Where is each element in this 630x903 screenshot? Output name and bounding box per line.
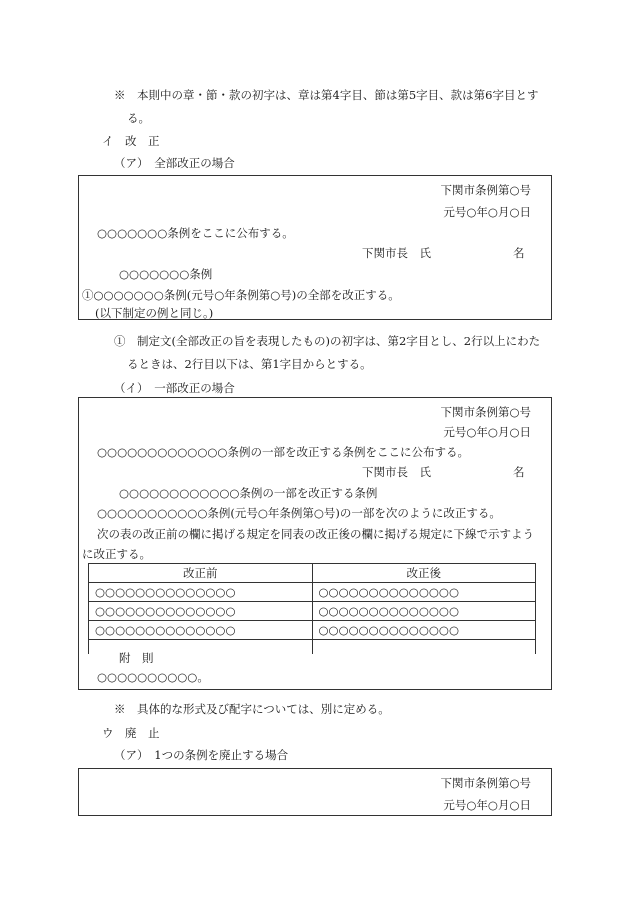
supplementary-heading: 附 則 bbox=[119, 651, 154, 665]
ordinance-date: 元号○年○月○日 bbox=[443, 205, 531, 219]
ordinance-title: ○○○○○○○条例 bbox=[119, 267, 213, 281]
comparison-table bbox=[88, 563, 536, 654]
ordinance-number: 下関市条例第○号 bbox=[440, 183, 531, 197]
subheading-single-repeal: （ア） 1つの条例を廃止する場合 bbox=[114, 748, 289, 762]
note-1-line-2: る。 bbox=[127, 111, 150, 125]
cell-after: ○○○○○○○○○○○○○○ bbox=[312, 621, 536, 640]
partial-revision-example-box bbox=[78, 397, 552, 690]
table-header-row bbox=[89, 564, 536, 583]
section-heading-haishi: ウ 廃 止 bbox=[102, 726, 160, 740]
section-heading-kaisei: イ 改 正 bbox=[102, 134, 160, 148]
ordinance-date: 元号○年○月○日 bbox=[443, 798, 531, 812]
note-2-line-1: ① 制定文(全部改正の旨を表現したもの)の初字は、第2字目とし、2行以上にわた bbox=[114, 334, 541, 348]
instruction-line-1: 次の表の改正前の欄に掲げる規定を同表の改正後の欄に掲げる規定に下線で示すよう bbox=[97, 527, 534, 541]
note-1-line-1: ※ 本則中の章・節・款の初字は、章は第4字目、節は第5字目、款は第6字目とす bbox=[114, 88, 539, 102]
table-row bbox=[89, 583, 536, 602]
subheading-full-revision: （ア） 全部改正の場合 bbox=[114, 156, 235, 170]
instruction-line-2: に改正する。 bbox=[82, 547, 151, 561]
header-after: 改正後 bbox=[312, 564, 536, 583]
remainder-note: (以下制定の例と同じ。) bbox=[95, 306, 214, 320]
mayor-name: 名 bbox=[513, 246, 525, 260]
table-row-empty bbox=[89, 640, 536, 655]
repeal-example-box bbox=[78, 768, 552, 816]
note-3: ※ 具体的な形式及び配字については、別に定める。 bbox=[114, 702, 390, 716]
subheading-partial-revision: （イ） 一部改正の場合 bbox=[114, 381, 235, 395]
table-row bbox=[89, 602, 536, 621]
promulgation-text: ○○○○○○○○○○○○○条例の一部を改正する条例をここに公布する。 bbox=[97, 445, 469, 459]
mayor-name: 名 bbox=[513, 465, 525, 479]
ordinance-number: 下関市条例第○号 bbox=[440, 405, 531, 419]
ordinance-number: 下関市条例第○号 bbox=[440, 776, 531, 790]
table-row bbox=[89, 621, 536, 640]
full-revision-example-box bbox=[78, 175, 552, 320]
supplementary-body: ○○○○○○○○○○。 bbox=[97, 670, 209, 684]
cell-after: ○○○○○○○○○○○○○○ bbox=[312, 602, 536, 621]
revision-body: ①○○○○○○○条例(元号○年条例第○号)の全部を改正する。 bbox=[82, 288, 400, 302]
mayor-label: 下関市長 氏 bbox=[362, 246, 431, 260]
cell-before: ○○○○○○○○○○○○○○ bbox=[89, 602, 313, 621]
cell-before: ○○○○○○○○○○○○○○ bbox=[89, 621, 313, 640]
ordinance-title: ○○○○○○○○○○○○条例の一部を改正する条例 bbox=[119, 486, 378, 500]
cell-before: ○○○○○○○○○○○○○○ bbox=[89, 583, 313, 602]
note-2-line-2: るときは、2行目以下は、第1字目からとする。 bbox=[127, 357, 372, 371]
revision-body: ○○○○○○○○○○○条例(元号○年条例第○号)の一部を次のように改正する。 bbox=[97, 506, 501, 520]
mayor-label: 下関市長 氏 bbox=[362, 465, 431, 479]
ordinance-date: 元号○年○月○日 bbox=[443, 425, 531, 439]
promulgation-text: ○○○○○○○条例をここに公布する。 bbox=[97, 226, 294, 240]
header-before: 改正前 bbox=[89, 564, 313, 583]
cell-after: ○○○○○○○○○○○○○○ bbox=[312, 583, 536, 602]
